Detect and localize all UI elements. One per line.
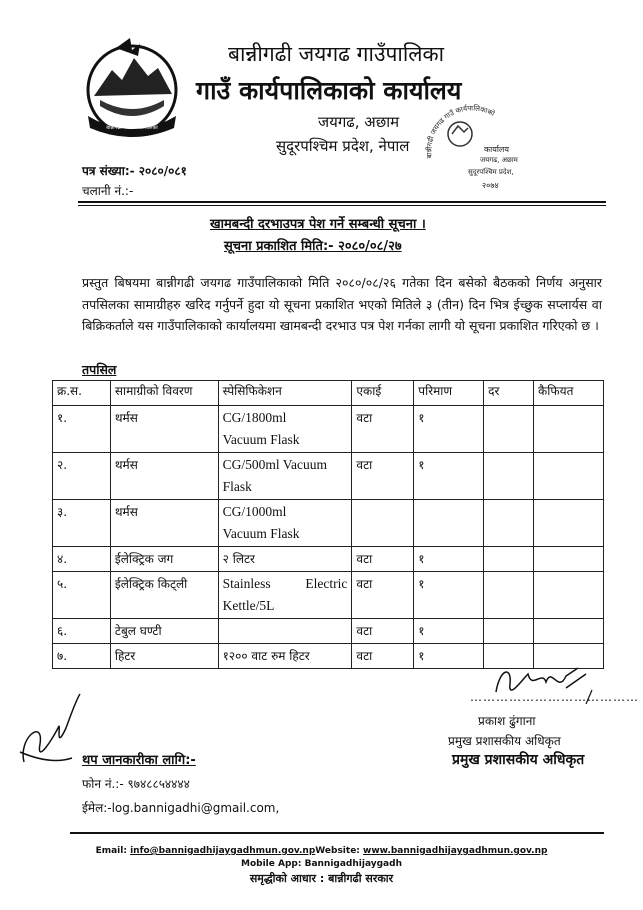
cell-unit: वटा (352, 644, 414, 669)
spec-line: Vacuum Flask (222, 526, 300, 541)
dispatch-number: चलानी नं.:- (82, 184, 134, 198)
items-table (52, 380, 604, 669)
cell-qty (414, 500, 484, 547)
secondary-signature (14, 688, 86, 772)
cell-rate (484, 406, 534, 453)
footer-email-label: Email: (95, 846, 131, 856)
table-row (53, 619, 604, 644)
cell-spec (218, 572, 352, 619)
cell-qty: १ (414, 572, 484, 619)
office-title: गाउँ कार्यपालिकाको कार्यालय (196, 76, 462, 105)
cell-remarks (534, 547, 604, 572)
office-name: बान्नीगढी जयगढ गाउँपालिका (228, 42, 445, 66)
spec-line: Kettle/5L (222, 598, 275, 613)
cell-item: थर्मस (110, 406, 218, 453)
cell-unit (352, 500, 414, 547)
col-header-unit: एकाई (352, 381, 414, 406)
officer-title-stamp: प्रमुख प्रशासकीय अधिकृत (452, 752, 585, 768)
spec-line: CG/1800ml (222, 410, 287, 425)
cell-spec (218, 500, 352, 547)
cell-rate (484, 619, 534, 644)
spec-line: CG/500ml Vacuum (222, 457, 328, 472)
cell-spec: १२०० वाट रुम हिटर (218, 644, 352, 669)
signature-line: ………………………………… (470, 690, 639, 704)
cell-qty: १ (414, 547, 484, 572)
cell-item: ईलेक्ट्रिक जग (110, 547, 218, 572)
officer-title: प्रमुख प्रशासकीय अधिकृत (448, 734, 561, 748)
cell-sn: ५. (53, 572, 111, 619)
table-row (53, 572, 604, 619)
col-header-item: सामाग्रीको विवरण (110, 381, 218, 406)
cell-item: थर्मस (110, 500, 218, 547)
cell-item: हिटर (110, 644, 218, 669)
cell-rate (484, 453, 534, 500)
footer-website-link[interactable]: www.bannigadhijaygadhmun.gov.np (363, 846, 548, 856)
spec-line: Stainless Electric (222, 576, 348, 591)
cell-spec (218, 453, 352, 500)
cell-remarks (534, 619, 604, 644)
cell-rate (484, 572, 534, 619)
spec-line: Vacuum Flask (222, 432, 300, 447)
officer-name: प्रकाश ढुंगाना (478, 714, 536, 728)
cell-remarks (534, 453, 604, 500)
notice-body: प्रस्तुत बिषयमा बान्नीगढी जयगढ गाउँपालिकाको मिति २०८०/०८/२६ गतेका दिन बसेको बैठकको निर्णय अनुसार तपसिलका सामाग्रीहरु खरिद गर्नुपर्ने हुदा यो सूचना प्रकाशित भएको मितिले ३ (तीन) दिन भित्र ईच्छुक सप्लार्यस वा बिक्रिकर्ताले यस गाउँपालिकाको कार्यालयमा खामबन्दी दरभाउ पत्र पेश गर्नका लागी यो सूचना प्रकाशित गरिएको छ । (82, 275, 602, 333)
cell-sn: ३. (53, 500, 111, 547)
cell-sn: ७. (53, 644, 111, 669)
cell-rate (484, 500, 534, 547)
seal-line4: २०७४ (482, 181, 499, 190)
cell-spec (218, 619, 352, 644)
footer-website-label: Website: (315, 846, 364, 856)
cell-unit: वटा (352, 619, 414, 644)
header-divider-thin (78, 205, 606, 206)
emblem-logo (78, 36, 186, 140)
col-header-sn: क्र.स. (53, 381, 111, 406)
cell-rate (484, 547, 534, 572)
cell-qty: १ (414, 453, 484, 500)
cell-remarks (534, 406, 604, 453)
spec-line: Flask (222, 479, 252, 494)
cell-item: ईलेक्ट्रिक किट्ली (110, 572, 218, 619)
contact-phone: फोन नं.:- ९७४८८५४४४४ (82, 777, 190, 791)
cell-spec (218, 406, 352, 453)
seal-line2: जयगढ, अछाम (480, 156, 518, 164)
contact-heading: थप जानकारीका लागि:- (82, 753, 196, 768)
footer-divider (70, 832, 604, 834)
cell-unit: वटा (352, 572, 414, 619)
cell-qty: १ (414, 406, 484, 453)
seal-line1: कार्यालय (484, 145, 509, 154)
cell-qty: १ (414, 619, 484, 644)
footer-mobile-app: Mobile App: Bannigadhijaygadh (241, 859, 402, 869)
office-seal-stamp (420, 100, 524, 196)
footer-email-link[interactable]: info@bannigadhijaygadhmun.gov.np (130, 846, 316, 856)
notice-title: खामबन्दी दरभाउपत्र पेश गर्ने सम्बन्धी सूचना । (210, 217, 426, 232)
seal-arc-text: बान्नीगढी जयगढ गाउँ कार्यपालिकाको (425, 104, 496, 159)
office-province: सुदूरपश्चिम प्रदेश, नेपाल (276, 137, 410, 155)
seal-line3: सुदूरपश्चिम प्रदेश, (468, 168, 514, 176)
table-row (53, 406, 604, 453)
emblem-caption: बान्नीगढी जयगढ गाउँपालिका (106, 125, 158, 131)
footer-contact-line (0, 846, 643, 856)
col-header-qty: परिमाण (414, 381, 484, 406)
cell-sn: २. (53, 453, 111, 500)
col-header-remarks: कैफियत (534, 381, 604, 406)
cell-remarks (534, 500, 604, 547)
col-header-rate: दर (484, 381, 534, 406)
cell-sn: १. (53, 406, 111, 453)
table-row (53, 453, 604, 500)
spec-line: CG/1000ml (222, 504, 287, 519)
cell-unit: वटा (352, 547, 414, 572)
header-divider (78, 201, 606, 203)
col-header-spec: स्पेसिफिकेशन (218, 381, 352, 406)
cell-item: थर्मस (110, 453, 218, 500)
cell-unit: वटा (352, 406, 414, 453)
contact-email: ईमेल:-log.bannigadhi@gmail.com, (82, 801, 280, 815)
cell-unit: वटा (352, 453, 414, 500)
cell-sn: ४. (53, 547, 111, 572)
cell-remarks (534, 572, 604, 619)
cell-qty: १ (414, 644, 484, 669)
cell-spec: २ लिटर (218, 547, 352, 572)
reference-number: पत्र संख्या:- २०८०/०८१ (82, 164, 187, 178)
footer-motto: समृद्धीको आधार : बान्नीगढी सरकार (249, 872, 394, 885)
office-address: जयगढ, अछाम (318, 113, 400, 131)
table-row (53, 500, 604, 547)
cell-sn: ६. (53, 619, 111, 644)
table-header-row (53, 381, 604, 406)
schedule-label: तपसिल (82, 362, 117, 377)
table-row (53, 547, 604, 572)
notice-date: सूचना प्रकाशित मिति:- २०८०/०८/२७ (224, 239, 402, 254)
cell-item: टेबुल घण्टी (110, 619, 218, 644)
